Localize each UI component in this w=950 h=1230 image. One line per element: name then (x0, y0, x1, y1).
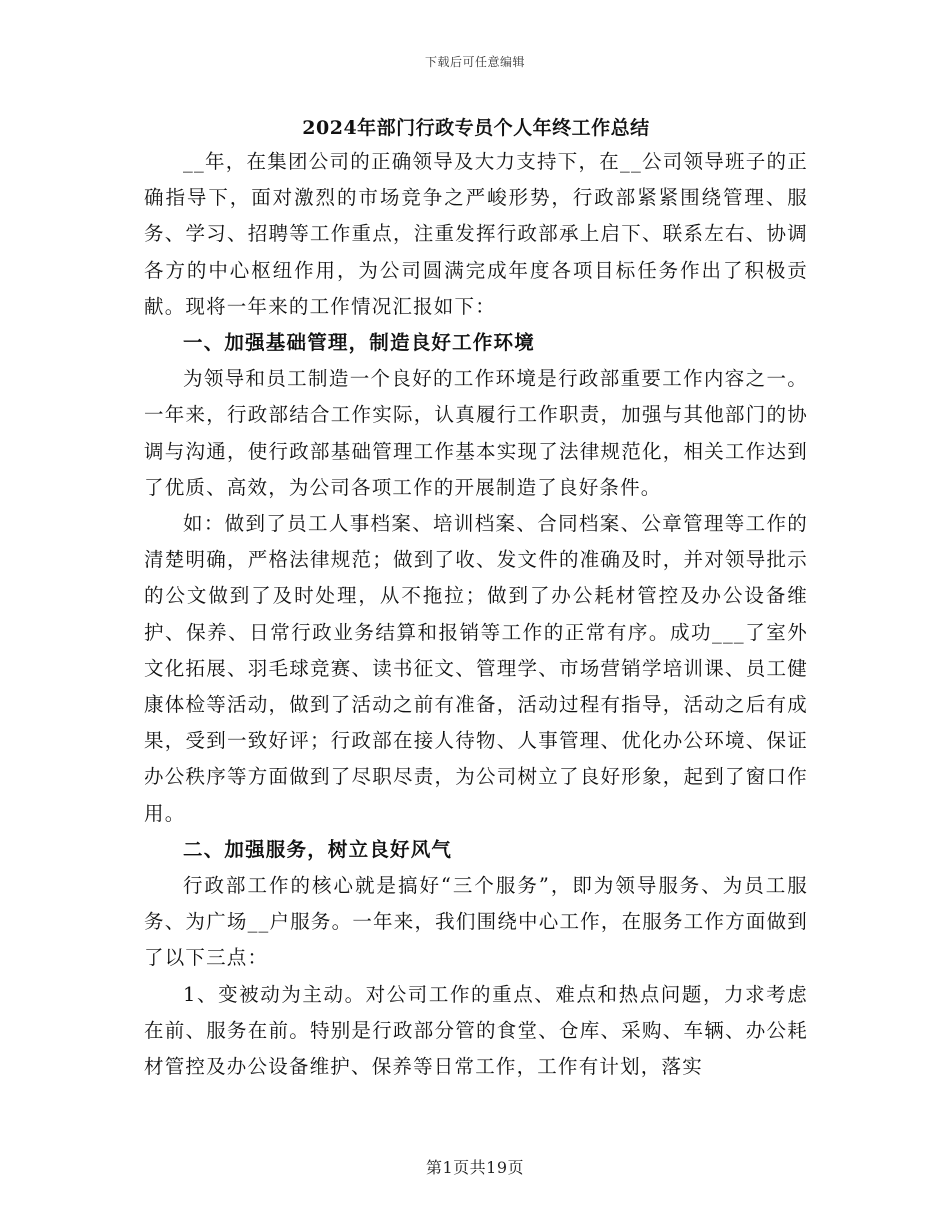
section-2-paragraph-2: 1、变被动为主动。对公司工作的重点、难点和热点问题，力求考虑在前、服务在前。特别是行政部分管的食堂、仓库、采购、车辆、办公耗材管控及办公设备维护、保养等日常工作，工作有计划，落实 (144, 982, 808, 1079)
section-1-paragraph-2: 如：做到了员工人事档案、培训档案、合同档案、公章管理等工作的清楚明确，严格法律规范；做到了收、发文件的准确及时，并对领导批示的公文做到了及时处理，从不拖拉；做到了办公耗材管控及办公设备维护、保养、日常行政业务结算和报销等工作的正常有序。成功___了室外文化拓展、羽毛球竞赛、读书征文、管理学、市场营销学培训课、员工健康体检等活动，做到了活动之前有准备，活动过程有指导，活动之后有成果，受到一致好评；行政部在接人待物、人事管理、优化办公环境、保证办公秩序等方面做到了尽职尽责，为公司树立了良好形象，起到了窗口作用。 (144, 512, 808, 825)
section-1-paragraph-1: 为领导和员工制造一个良好的工作环境是行政部重要工作内容之一。一年来，行政部结合工作实际，认真履行工作职责，加强与其他部门的协调与沟通，使行政部基础管理工作基本实现了法律规范化，相关工作达到了优质、高效，为公司各项工作的开展制造了良好条件。 (144, 367, 808, 499)
page-number: 第1页共19页 (425, 1158, 525, 1177)
intro-paragraph: __年，在集团公司的正确领导及大力支持下，在__公司领导班子的正确指导下，面对激烈的市场竞争之严峻形势，行政部紧紧围绕管理、服务、学习、招聘等工作重点，注重发挥行政部承上启下、联系左右、协调各方的中心枢纽作用，为公司圆满完成年度各项目标任务作出了积极贡献。现将一年来的工作情况汇报如下： (144, 150, 808, 318)
document-body (144, 112, 808, 1085)
document-title: 2024年部门行政专员个人年终工作总结 (302, 117, 650, 139)
section-2-heading: 二、加强服务，树立良好风气 (183, 837, 453, 861)
section-2-paragraph-1: 行政部工作的核心就是搞好“三个服务”，即为领导服务、为员工服务、为广场__户服务。一年来，我们围绕中心工作，在服务工作方面做到了以下三点： (144, 874, 808, 970)
section-1-heading: 一、加强基础管理，制造良好工作环境 (183, 331, 535, 355)
header-note: 下载后可任意编辑 (424, 55, 525, 69)
